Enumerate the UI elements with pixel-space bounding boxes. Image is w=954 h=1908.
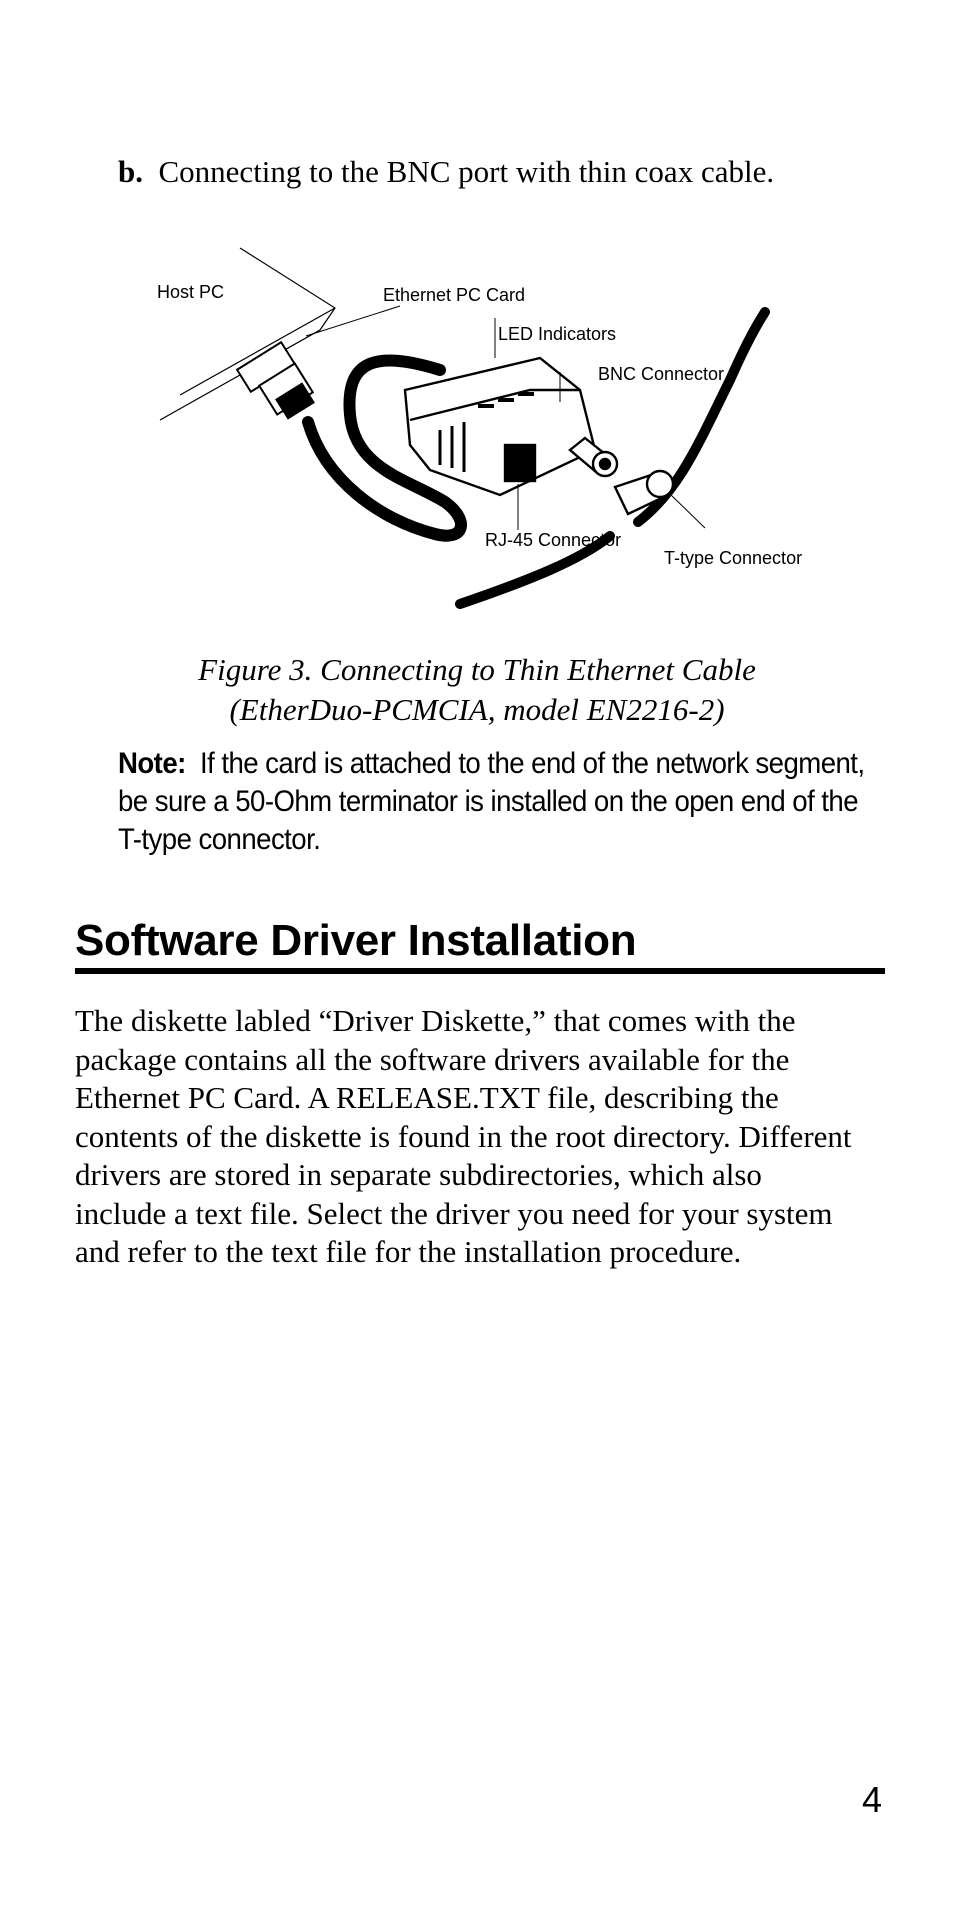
body-line: and refer to the text file for the installation procedure. <box>75 1234 742 1269</box>
adapter-body <box>405 358 595 495</box>
body-line: drivers are stored in separate subdirectories, which also <box>75 1157 762 1192</box>
note-text: If the card is attached to the end of the network segment, <box>200 747 865 780</box>
body-line: include a text file. Select the driver you need for your system <box>75 1195 833 1231</box>
caption-line-1: Figure 3. Connecting to Thin Ethernet Cable <box>198 652 756 687</box>
figure-illustration <box>140 240 840 610</box>
pc-card-plug <box>237 342 313 418</box>
body-line: The diskette labled “Driver Diskette,” that comes with the <box>75 1003 796 1038</box>
label-led-indicators: LED Indicators <box>498 324 617 344</box>
section-title: Software Driver Installation <box>75 916 637 965</box>
note-label: Note: <box>118 747 186 780</box>
note-line: be sure a 50-Ohm terminator is installed on the open end of the <box>118 785 859 818</box>
figure-caption <box>75 650 879 730</box>
label-rj45-connector: RJ-45 Connector <box>485 530 622 550</box>
body-line: contents of the diskette is found in the root directory. Different <box>75 1118 852 1154</box>
caption-line-2: (EtherDuo-PCMCIA, model EN2216-2) <box>229 692 725 727</box>
note-line <box>118 745 865 783</box>
t-connector-drawing <box>615 471 673 514</box>
label-t-type-connector: T-type Connector <box>664 548 803 568</box>
section-body <box>75 1002 895 1272</box>
section-rule <box>75 968 885 974</box>
body-line: package contains all the software drivers available for the <box>75 1041 790 1077</box>
step-heading <box>118 152 774 192</box>
label-bnc-connector: BNC Connector <box>598 364 725 384</box>
bnc-connector-drawing <box>570 438 617 476</box>
label-host-pc: Host PC <box>157 282 225 302</box>
page-number: 4 <box>862 1779 883 1820</box>
body-line: Ethernet PC Card. A RELEASE.TXT file, describing the <box>75 1080 779 1115</box>
note-line: T-type connector. <box>118 823 321 856</box>
step-letter: b. <box>118 154 143 189</box>
label-ethernet-pc-card: Ethernet PC Card <box>383 285 526 305</box>
step-text: Connecting to the BNC port with thin coax cable. <box>158 154 775 189</box>
note-block <box>118 745 865 859</box>
